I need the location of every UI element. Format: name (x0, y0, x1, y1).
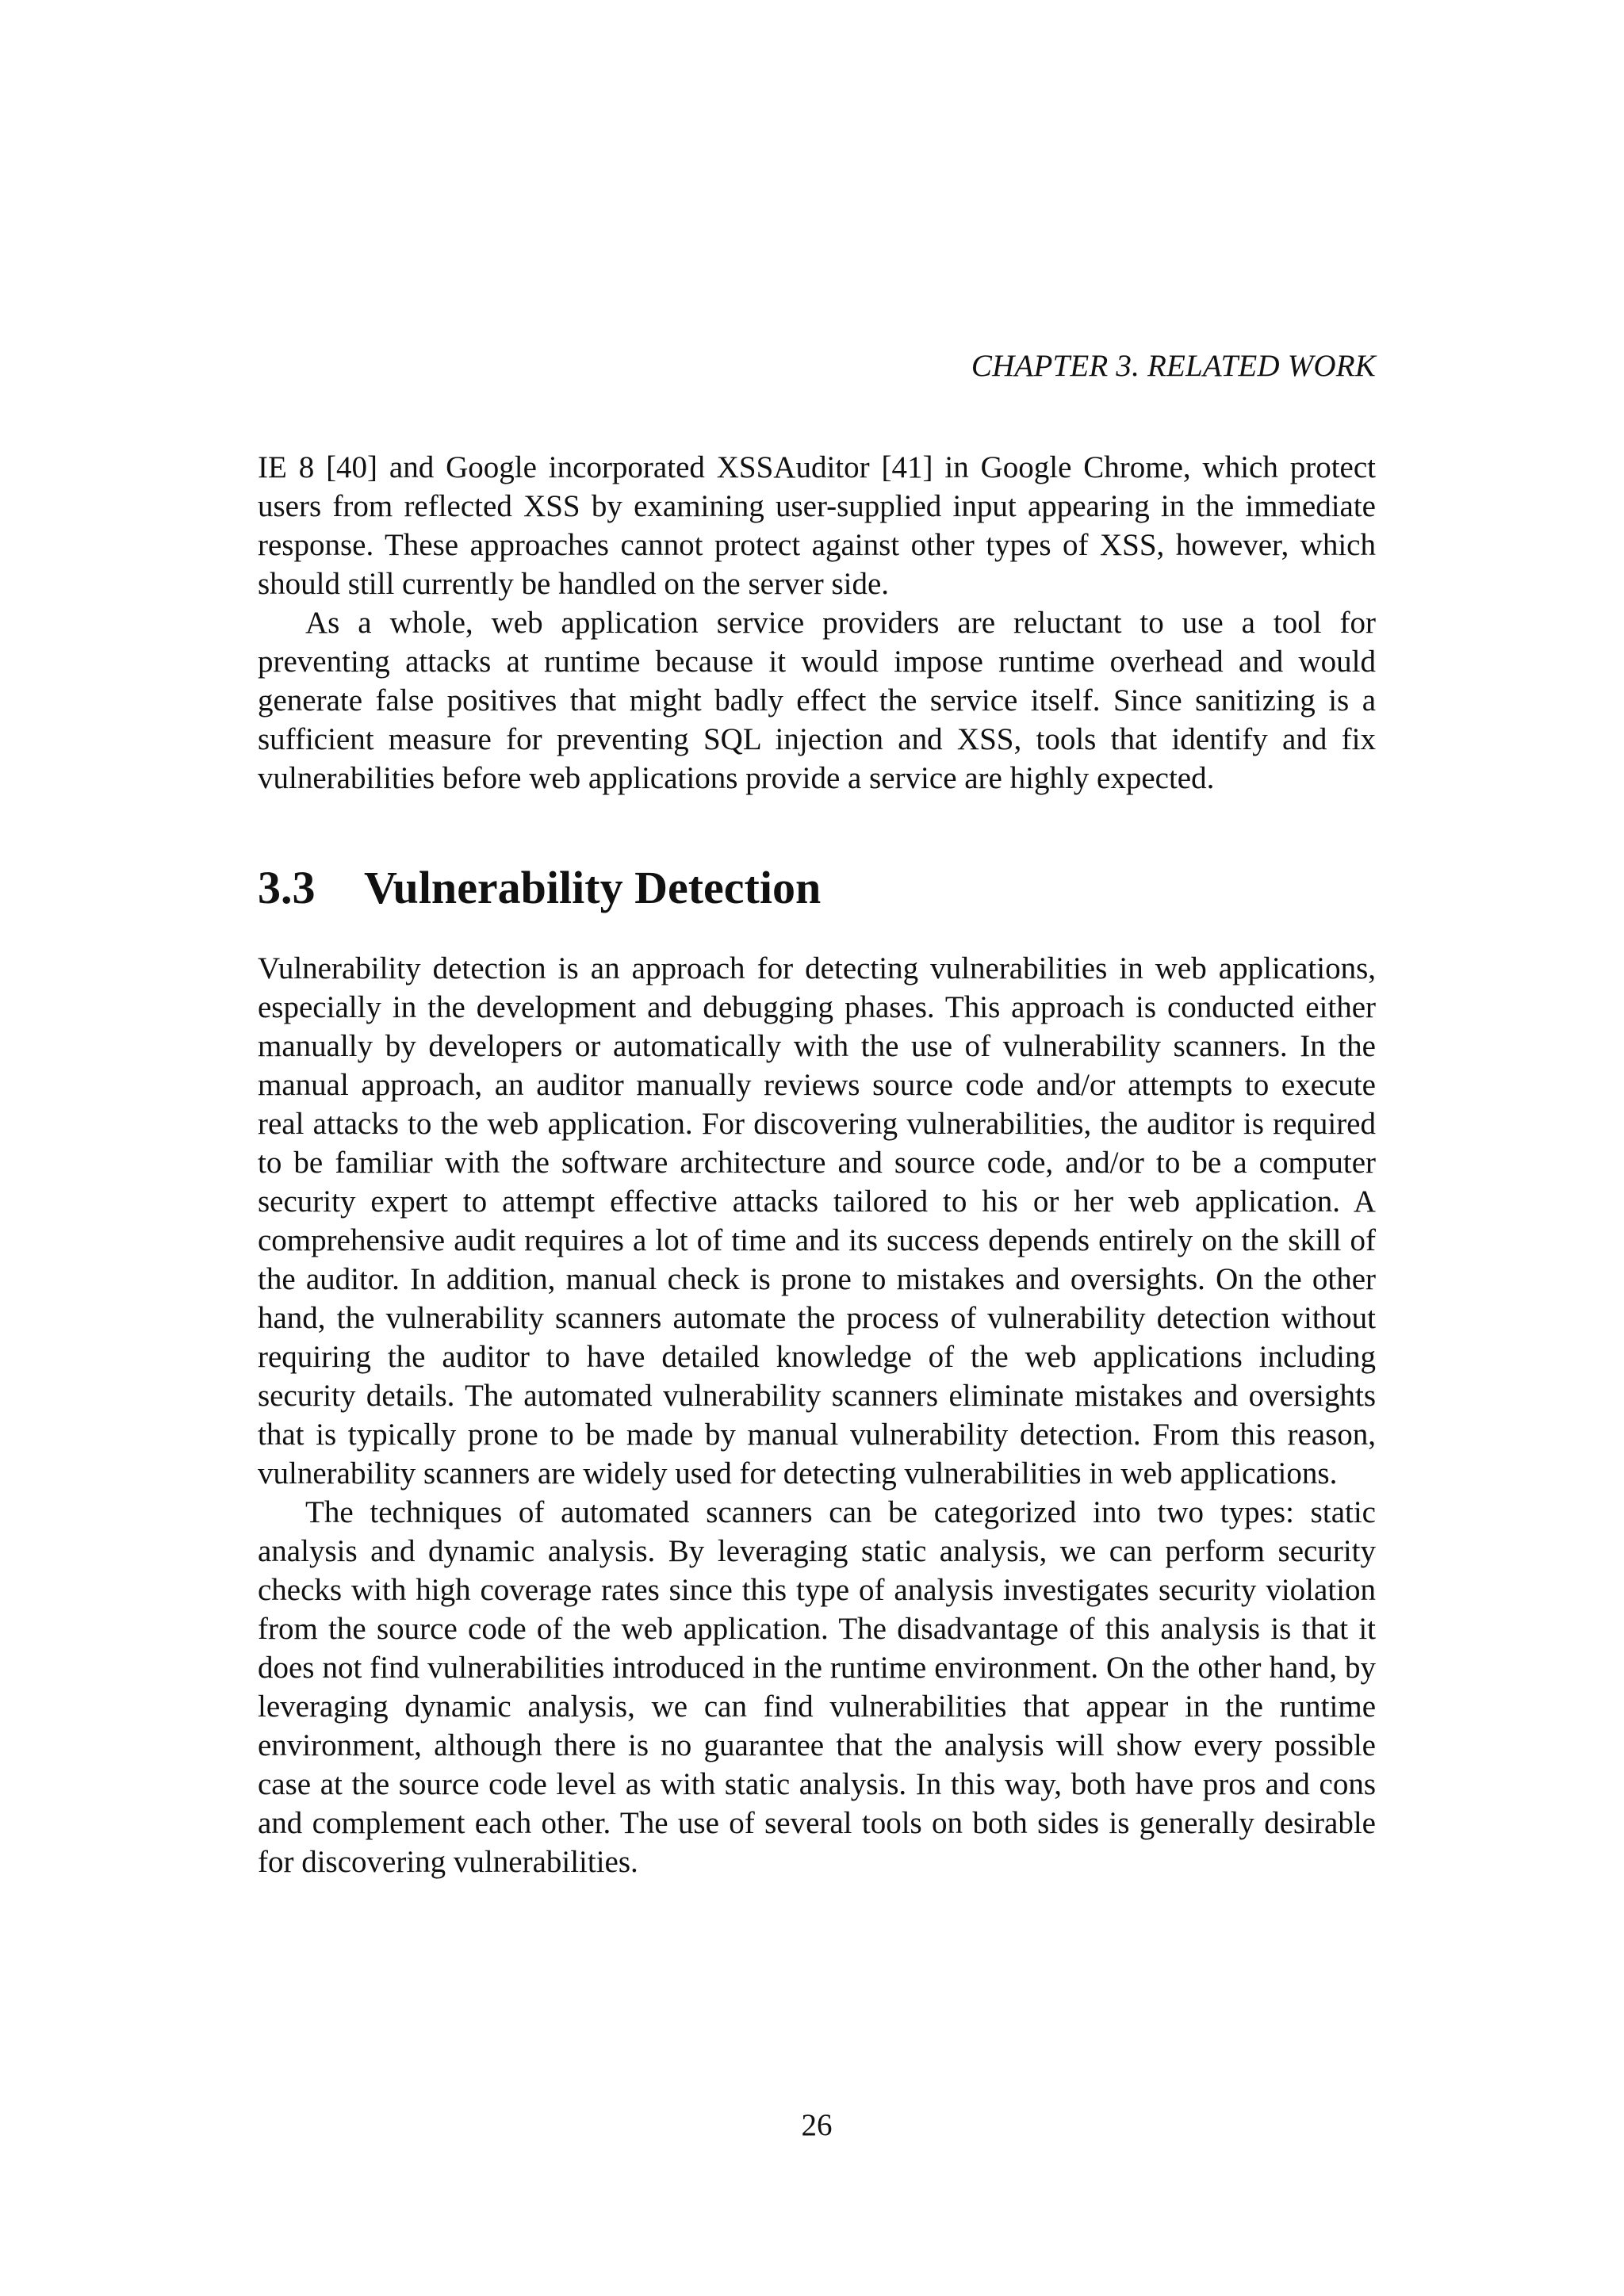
body-text-block-1 (258, 448, 1376, 798)
section-heading (258, 860, 1376, 916)
paragraph-3: Vulnerability detection is an approach for detecting vulnerabilities in web applications, especially in the development and debugging phases. This approach is conducted either manually by developers or automatically with the use of vulnerability scanners. In the manual approach, an auditor manually reviews source code and/or attempts to execute real attacks to the web application. For discovering vulnerabilities, the auditor is required to be familiar with the software architecture and source code, and/or to be a computer security expert to attempt effective attacks tailored to his or her web application. A comprehensive audit requires a lot of time and its success depends entirely on the skill of the auditor. In addition, manual check is prone to mistakes and oversights. On the other hand, the vulnerability scanners automate the process of vulnerability detection without requiring the auditor to have detailed knowledge of the web applications including security details. The automated vulnerability scanners eliminate mistakes and oversights that is typically prone to be made by manual vulnerability detection. From this reason, vulnerability scanners are widely used for detecting vulnerabilities in web applications. (258, 951, 1376, 1490)
section-number: 3.3 (258, 862, 316, 913)
running-head: CHAPTER 3. RELATED WORK (971, 349, 1376, 383)
paragraph-1: IE 8 [40] and Google incorporated XSSAuditor [41] in Google Chrome, which protect users from reflected XSS by examining user-supplied input appearing in the immediate response. These approaches cannot protect against other types of XSS, however, which should still currently be handled on the server side. (258, 450, 1376, 601)
paragraph-2: As a whole, web application service providers are reluctant to use a tool for preventing attacks at runtime because it would impose runtime overhead and would generate false positives that might badly effect the service itself. Since sanitizing is a sufficient measure for preventing SQL injection and XSS, tools that identify and fix vulnerabilities before web applications provide a service are highly expected. (258, 606, 1376, 795)
page-number: 26 (801, 2108, 833, 2142)
body-text-block-2 (258, 949, 1376, 1881)
paragraph-4: The techniques of automated scanners can be categorized into two types: static analysis and dynamic analysis. By leveraging static analysis, we can perform security checks with high coverage rates since this type of analysis investigates security violation from the source code of the web application. The disadvantage of this analysis is that it does not find vulnerabilities introduced in the runtime environment. On the other hand, by leveraging dynamic analysis, we can find vulnerabilities that appear in the runtime environment, although there is no guarantee that the analysis will show every possible case at the source code level as with static analysis. In this way, both have pros and cons and complement each other. The use of several tools on both sides is generally desirable for discovering vulnerabilities. (258, 1495, 1376, 1879)
section-title: Vulnerability Detection (364, 862, 822, 913)
